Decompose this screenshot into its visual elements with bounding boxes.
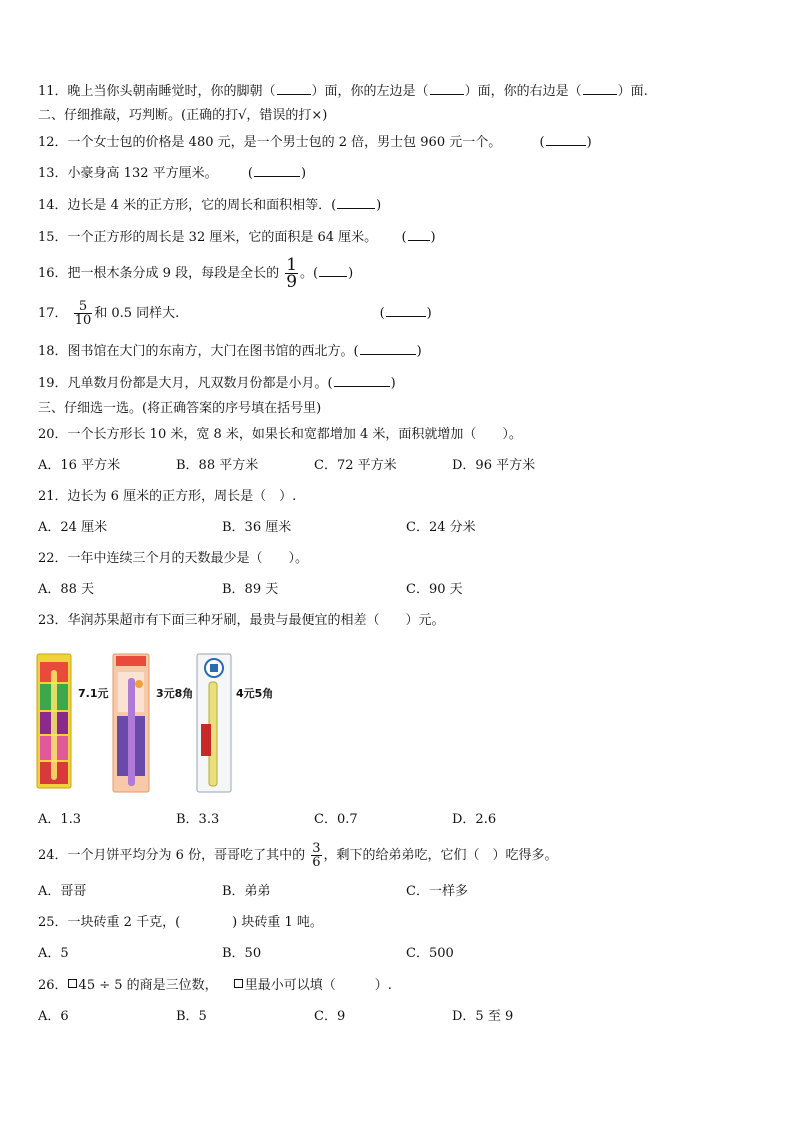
question-15: 15．一个正方形的周长是 32 厘米，它的面积是 64 厘米。 ( ) xyxy=(38,230,436,245)
blank-box-icon xyxy=(68,979,77,988)
toothbrush-2-image xyxy=(112,652,150,794)
question-22: 22．一年中连续三个月的天数最少是（ ）。 xyxy=(38,551,309,566)
option-b[interactable]: B．3.3 xyxy=(176,812,220,827)
question-26: 26． 45 ÷ 5 的商是三位数， 里最小可以填（ ）. xyxy=(38,978,392,993)
answer-blank[interactable] xyxy=(583,82,617,95)
question-11: 11．晚上当你头朝南睡觉时，你的脚朝（ ）面，你的左边是（ ）面，你的右边是（ ）面. xyxy=(38,84,648,99)
option-a[interactable]: A．24 厘米 xyxy=(38,520,108,535)
answer-blank[interactable] xyxy=(319,264,347,277)
fraction: $\frac{5}{10}$ xyxy=(74,299,92,328)
option-a[interactable]: A．16 平方米 xyxy=(38,458,121,473)
option-b[interactable]: B．50 xyxy=(222,946,262,961)
answer-blank[interactable] xyxy=(337,196,375,209)
toothbrush-3-image xyxy=(196,652,232,794)
question-19: 19．凡单数月份都是大月，凡双数月份都是小月。( ) xyxy=(38,376,396,391)
option-b[interactable]: B．36 厘米 xyxy=(222,520,292,535)
price-label-1: 7.1元 xyxy=(78,687,109,700)
answer-blank[interactable] xyxy=(386,304,426,317)
option-d[interactable]: D．96 平方米 xyxy=(452,458,536,473)
option-c[interactable]: C．72 平方米 xyxy=(314,458,397,473)
option-c[interactable]: C．一样多 xyxy=(406,884,468,899)
option-d[interactable]: D．5 至 9 xyxy=(452,1009,514,1024)
answer-blank[interactable] xyxy=(334,374,390,387)
question-17: 17． $\frac{5}{10}$ 和 0.5 同样大. ( ) xyxy=(38,299,432,328)
answer-blank[interactable] xyxy=(254,164,300,177)
question-18: 18．图书馆在大门的东南方，大门在图书馆的西北方。( ) xyxy=(38,344,422,359)
question-16: 16．把一根木条分成 9 段，每段是全长的 $\frac{1}{9}$ 。( ) xyxy=(38,255,354,292)
option-a[interactable]: A．6 xyxy=(38,1009,69,1024)
option-d[interactable]: D．2.6 xyxy=(452,812,497,827)
question-24: 24．一个月饼平均分为 6 份，哥哥吃了其中的 $\frac{3}{6}$ ，剩下的给弟弟吃，它们（ ）吃得多。 xyxy=(38,841,558,870)
option-b[interactable]: B．88 平方米 xyxy=(176,458,259,473)
question-13: 13．小豪身高 132 平方厘米。 ( ) xyxy=(38,166,307,181)
option-b[interactable]: B．弟弟 xyxy=(222,884,271,899)
option-c[interactable]: C．24 分米 xyxy=(406,520,476,535)
question-25: 25．一块砖重 2 千克，( ) 块砖重 1 吨。 xyxy=(38,915,323,930)
option-b[interactable]: B．89 天 xyxy=(222,582,279,597)
option-a[interactable]: A．5 xyxy=(38,946,69,961)
option-c[interactable]: C．90 天 xyxy=(406,582,463,597)
answer-blank[interactable] xyxy=(546,133,586,146)
question-21: 21．边长为 6 厘米的正方形，周长是（ ）. xyxy=(38,489,297,504)
question-23: 23．华润苏果超市有下面三种牙刷，最贵与最便宜的相差（ ）元。 xyxy=(38,613,445,628)
answer-blank[interactable] xyxy=(277,82,311,95)
answer-blank[interactable] xyxy=(360,342,416,355)
question-14: 14．边长是 4 米的正方形，它的周长和面积相等．( ) xyxy=(38,198,382,213)
option-c[interactable]: C．0.7 xyxy=(314,812,358,827)
section-3-heading: 三、仔细选一选。(将正确答案的序号填在括号里) xyxy=(38,401,322,416)
question-12: 12．一个女士包的价格是 480 元，是一个男士包的 2 倍，男士包 960 元一个。 ( ) xyxy=(38,135,592,150)
answer-blank[interactable] xyxy=(430,82,464,95)
option-a[interactable]: A．88 天 xyxy=(38,582,95,597)
price-label-3: 4元5角 xyxy=(236,687,274,700)
answer-blank[interactable] xyxy=(408,228,430,241)
option-c[interactable]: C．9 xyxy=(314,1009,346,1024)
option-c[interactable]: C．500 xyxy=(406,946,454,961)
price-label-2: 3元8角 xyxy=(156,687,194,700)
option-a[interactable]: A．1.3 xyxy=(38,812,82,827)
blank-box-icon xyxy=(234,979,243,988)
option-a[interactable]: A．哥哥 xyxy=(38,884,87,899)
question-20: 20．一个长方形长 10 米，宽 8 米，如果长和宽都增加 4 米，面积就增加（ ）。 xyxy=(38,427,522,442)
section-2-heading: 二、仔细推敲，巧判断。(正确的打√，错误的打×) xyxy=(38,108,328,123)
fraction: $\frac{3}{6}$ xyxy=(312,841,321,870)
fraction: $\frac{1}{9}$ xyxy=(286,255,298,292)
option-b[interactable]: B．5 xyxy=(176,1009,207,1024)
toothbrush-1-image xyxy=(36,652,72,790)
